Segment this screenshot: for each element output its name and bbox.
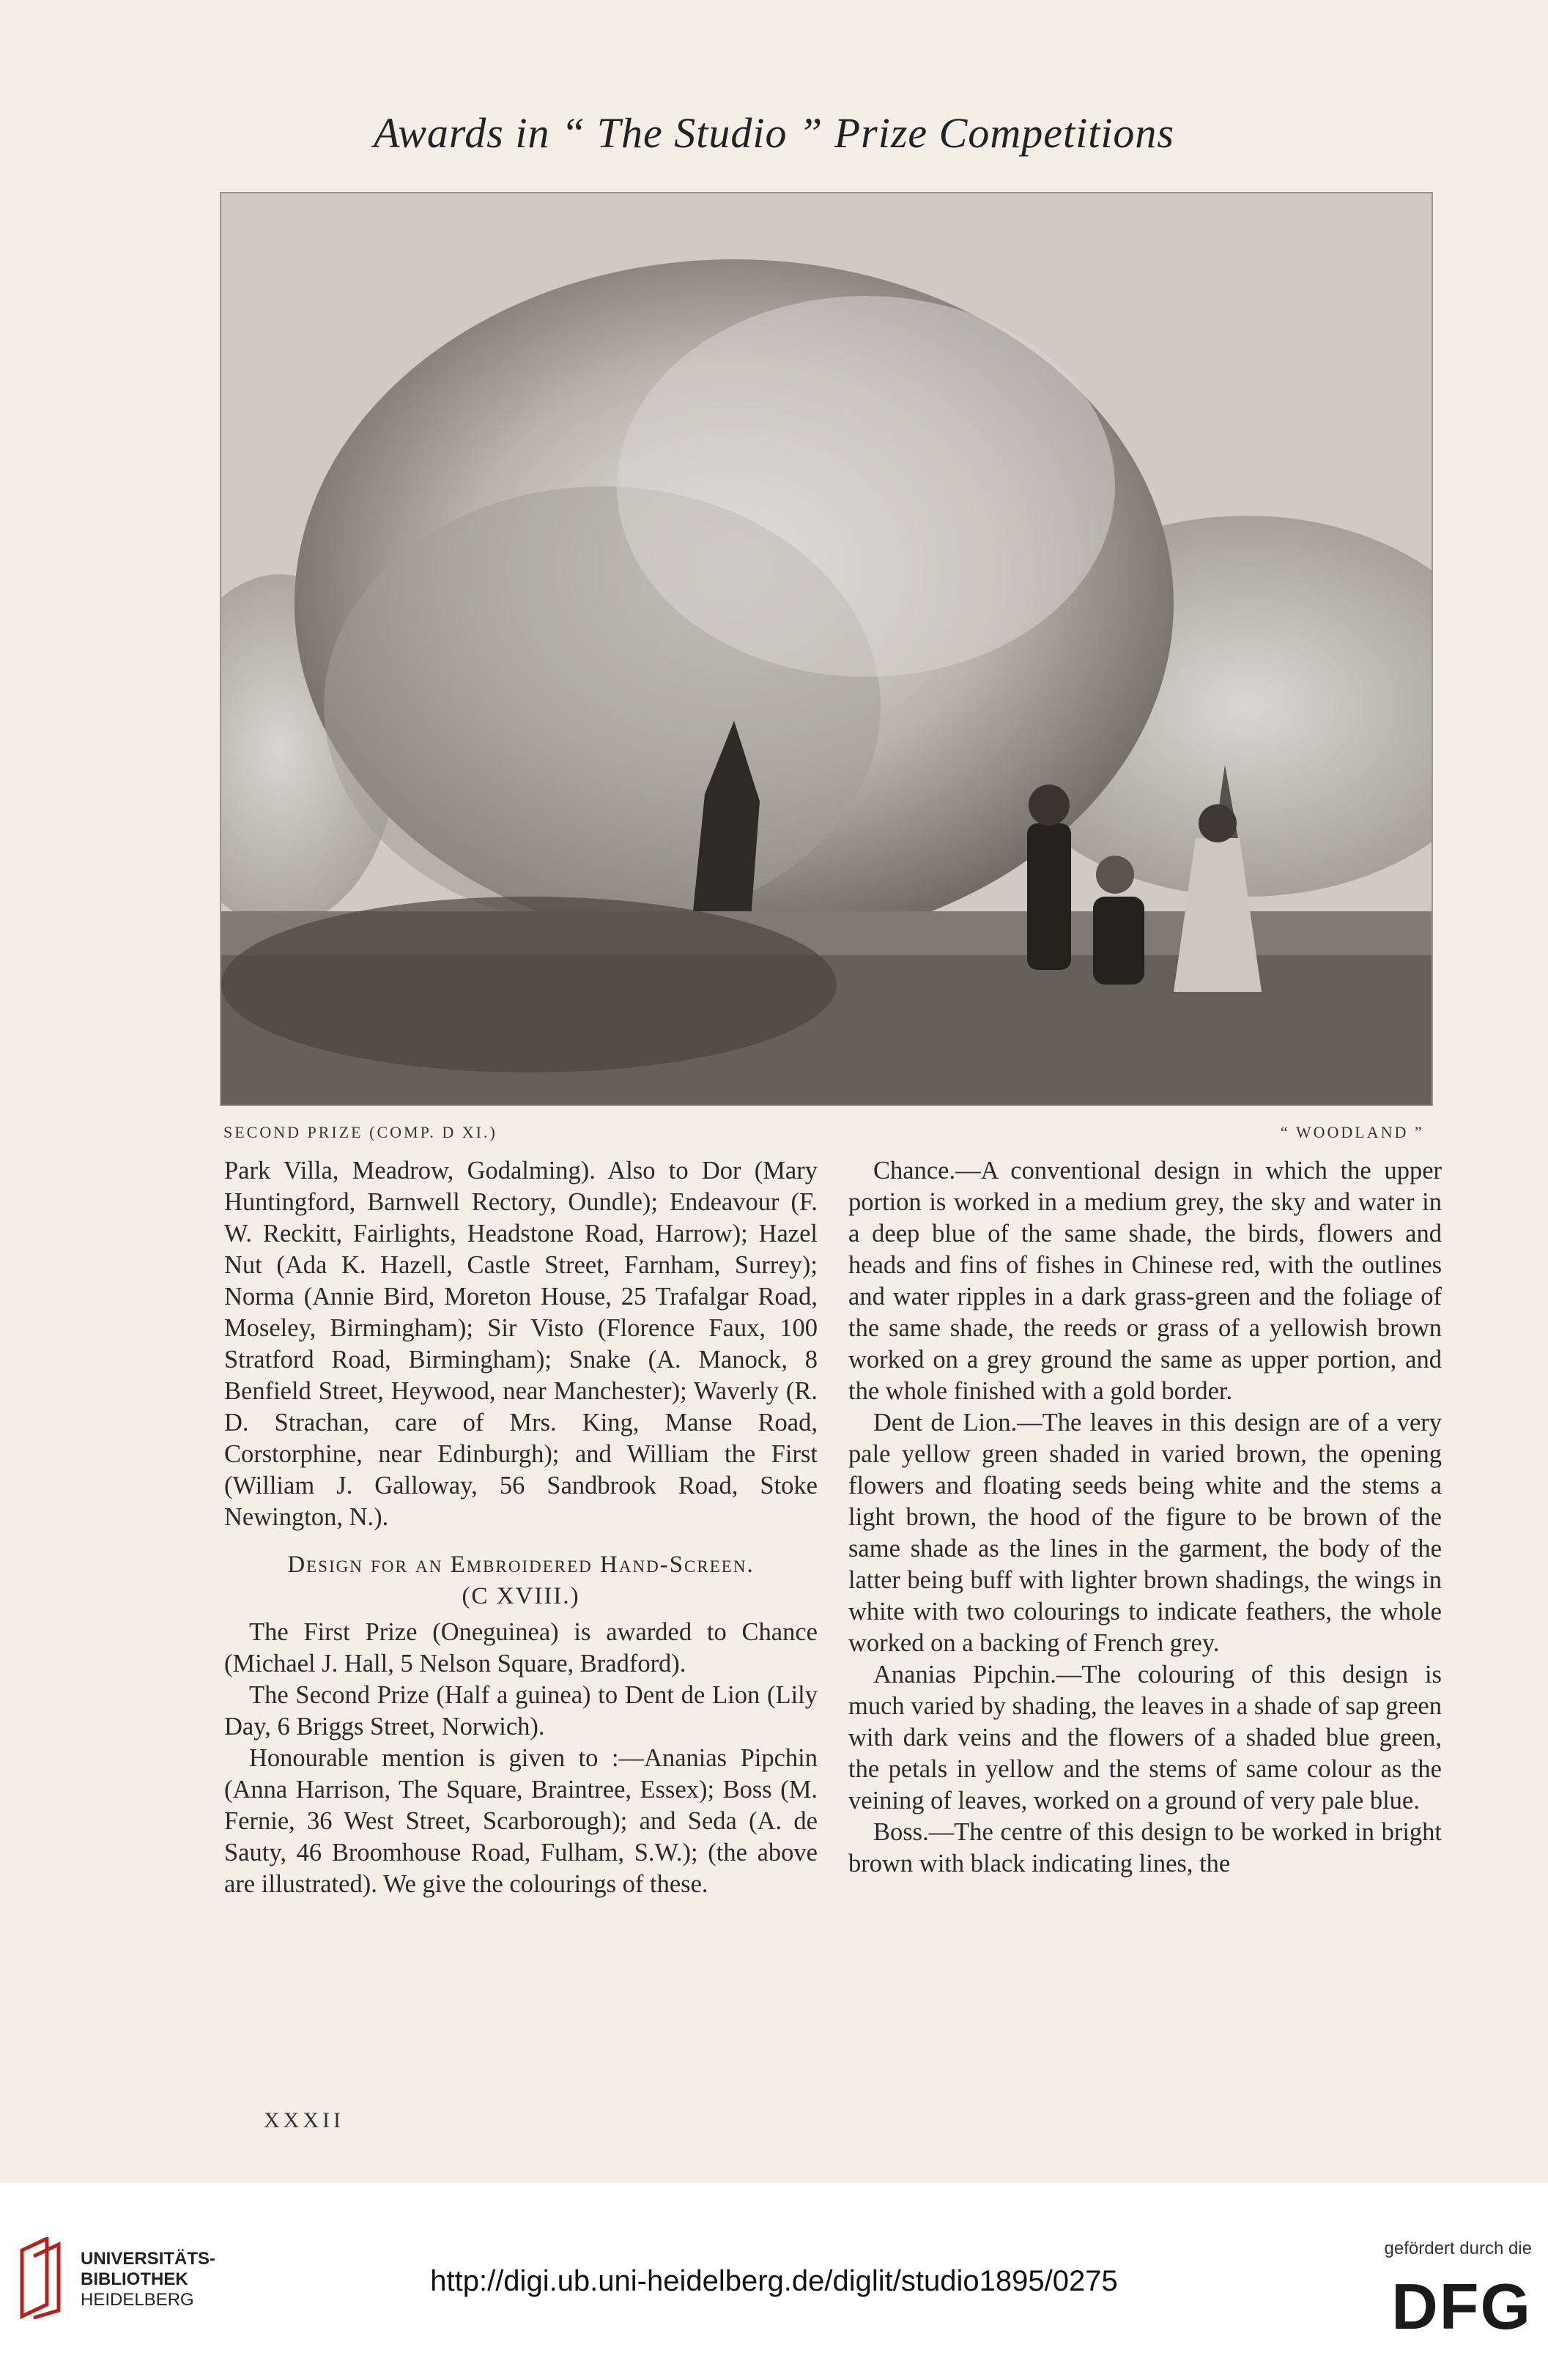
orchard-scene-illustration <box>221 193 1432 1105</box>
page-number: XXXII <box>264 2108 344 2132</box>
right-text-column <box>848 1155 1442 1880</box>
paragraph: Park Villa, Meadrow, Godalming). Also to Dor (Mary Huntingford, Barnwell Rectory, Oundle); Endeavour (F. W. Reckitt, Fairlights, Headstone Road, Harrow); Hazel Nut (Ada K. Hazell, Castle Street, Farnham, Surrey); Norma (Annie Bird, Moreton House, 25 Trafalgar Road, Moseley, Birmingham); Sir Visto (Florence Faux, 100 Stratford Road, Birmingham); Snake (A. Manock, 8 Benfield Street, Heywood, near Manchester); Waverly (R. D. Strachan, care of Mrs. King, Manse Road, Corstorphine, near Edinburgh); and William the First (William J. Galloway, 56 Sandbrook Road, Stoke Newington, N.). <box>224 1157 818 1531</box>
dfg-logo: DFG <box>1391 2270 1532 2343</box>
halftone-photograph <box>220 192 1433 1106</box>
library-name-line: BIBLIOTHEK <box>81 2269 188 2289</box>
digitization-footer <box>0 2183 1548 2380</box>
running-title: Awards in “ The Studio ” Prize Competitions <box>373 109 1175 157</box>
section-subheading: (C XVIII.) <box>462 1583 580 1609</box>
paragraph: The First Prize (Oneguinea) is awarded to Chance (Michael J. Hall, 5 Nelson Square, Bradford). <box>224 1618 818 1678</box>
paragraph: Honourable mention is given to :—Ananias Pipchin (Anna Harrison, The Square, Braintree, Essex); Boss (M. Fernie, 36 West Street, Scarborough); and Seda (A. de Sauty, 46 Broomhouse Road, Fulham, S.W.); (the above are illustrated). We give the colourings of these. <box>224 1744 818 1898</box>
paragraph: Boss.—The centre of this design to be worked in bright brown with black indicating lines, the <box>848 1818 1442 1877</box>
left-text-column <box>224 1155 818 1900</box>
funder-note: gefördert durch die <box>1384 2239 1532 2258</box>
paragraph: Chance.—A conventional design in which the upper portion is worked in a medium grey, the sky and water in a deep blue of the same shade, the birds, flowers and heads and fins of fishes in Chinese red, with the outlines and water ripples in a dark grass-green and the foliage of the same shade, the reeds or grass of a yellowish brown worked on a grey ground the same as upper portion, and the whole finished with a gold border. <box>848 1157 1442 1405</box>
permalink[interactable]: http://digi.ub.uni-heidelberg.de/diglit/studio1895/0275 <box>430 2265 1118 2297</box>
section-heading: Design for an Embroidered Hand-Screen. <box>287 1552 755 1578</box>
paragraph: Ananias Pipchin.—The colouring of this design is much varied by shading, the leaves in a shade of sap green with dark veins and the flowers of a shaded blue green, the petals in yellow and the stems of same colour as the veining of leaves, worked on a ground of very pale blue. <box>848 1661 1442 1814</box>
paragraph: The Second Prize (Half a guinea) to Dent de Lion (Lily Day, 6 Briggs Street, Norwich). <box>224 1681 818 1740</box>
library-name-line: HEIDELBERG <box>81 2290 194 2310</box>
photo-caption-left: SECOND PRIZE (COMP. D XI.) <box>223 1123 497 1141</box>
photo-caption-right: “ WOODLAND ” <box>1281 1123 1424 1141</box>
paragraph: Dent de Lion.—The leaves in this design are of a very pale yellow green shaded in varied brown, the opening flowers and floating seeds being white and the stems a light brown, the hood of the figure to be brown of the same shade as the lines in the garment, the body of the latter being buff with lighter brown shadings, the wings in white with two colourings to indicate feathers, the whole worked on a backing of French grey. <box>848 1409 1442 1657</box>
library-name-line: UNIVERSITÄTS- <box>81 2249 216 2269</box>
